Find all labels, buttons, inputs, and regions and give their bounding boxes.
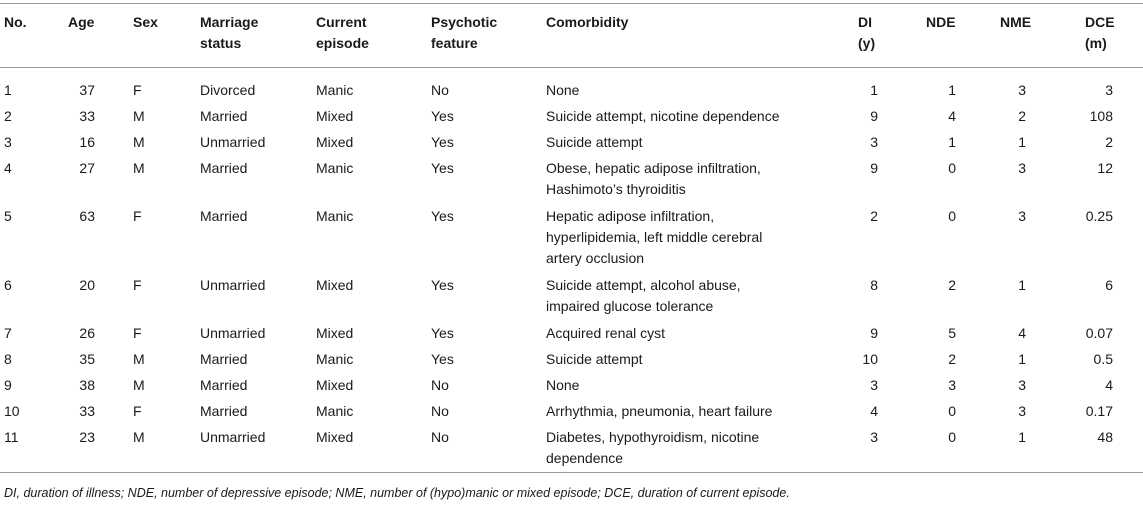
cell-di: 3 [870,377,878,393]
cell-nde: 4 [948,108,956,124]
cell-nde: 3 [948,377,956,393]
cell-nme: 3 [1018,82,1026,98]
cell-psychotic-feature: Yes [431,134,454,150]
comorbidity-line: Arrhythmia, pneumonia, heart failure [546,403,773,419]
cell-nde: 0 [948,208,956,224]
cell-psychotic-feature: Yes [431,208,454,224]
comorbidity-line: artery occlusion [546,250,645,266]
cell-current-episode: Mixed [316,325,354,341]
cell-di: 10 [862,351,878,367]
comorbidity-line: Hashimoto’s thyroiditis [546,181,686,197]
cell-psychotic-feature: Yes [431,325,454,341]
header-di: DI (y) [858,14,876,51]
cell-comorbidity [546,401,836,422]
cell-current-episode: Manic [316,403,354,419]
cell-di: 9 [870,325,878,341]
cell-sex: F [133,82,142,98]
cell-nme: 1 [1018,429,1026,445]
cell-psychotic-feature: Yes [431,351,454,367]
cell-sex: M [133,160,145,176]
cell-nme: 2 [1018,108,1026,124]
header-nme: NME [1000,14,1032,30]
cell-dce: 108 [1089,108,1113,124]
cell-dce: 6 [1105,277,1113,293]
cell-psychotic-feature: No [431,377,449,393]
cell-nde: 0 [948,429,956,445]
cell-psychotic-feature: No [431,82,449,98]
cell-dce: 4 [1105,377,1113,393]
cell-marriage-status: Married [200,160,248,176]
cell-current-episode: Mixed [316,134,354,150]
header-nde: NDE [926,14,956,30]
cell-dce: 3 [1105,82,1113,98]
cell-age: 63 [79,208,95,224]
cell-di: 3 [870,134,878,150]
comorbidity-line: hyperlipidemia, left middle cerebral [546,229,763,245]
header-marriage-status: Marriage status [200,14,259,51]
cell-dce: 0.5 [1093,351,1113,367]
cell-nde: 2 [948,277,956,293]
cell-psychotic-feature: No [431,403,449,419]
cell-current-episode: Manic [316,208,354,224]
cell-nme: 3 [1018,377,1026,393]
comorbidity-line: Acquired renal cyst [546,325,666,341]
header-no: No. [4,14,27,30]
header-current-episode: Current episode [316,14,369,51]
cell-marriage-status: Married [200,208,248,224]
cell-nde: 5 [948,325,956,341]
cell-nme: 1 [1018,134,1026,150]
cell-marriage-status: Unmarried [200,134,266,150]
cell-nde: 0 [948,160,956,176]
cell-comorbidity [546,206,836,269]
cell-sex: M [133,377,145,393]
cell-marriage-status: Married [200,377,248,393]
cell-age: 38 [79,377,95,393]
cell-marriage-status: Unmarried [200,277,266,293]
cell-dce: 0.17 [1085,403,1113,419]
comorbidity-line: impaired glucose tolerance [546,298,714,314]
cell-comorbidity [546,158,836,200]
cell-no: 11 [4,429,19,445]
cell-marriage-status: Married [200,351,248,367]
cell-di: 8 [870,277,878,293]
cell-marriage-status: Unmarried [200,429,266,445]
cell-age: 33 [79,108,95,124]
cell-di: 4 [870,403,878,419]
cell-di: 9 [870,160,878,176]
comorbidity-line: dependence [546,450,624,466]
cell-current-episode: Manic [316,82,354,98]
comorbidity-line: Suicide attempt, nicotine dependence [546,108,780,124]
comorbidity-line: None [546,82,580,98]
cell-age: 23 [79,429,95,445]
cell-comorbidity [546,80,836,101]
header-psychotic-feature: Psychotic feature [431,14,498,51]
cell-psychotic-feature: Yes [431,277,454,293]
cell-age: 27 [79,160,95,176]
cell-dce: 12 [1097,160,1113,176]
cell-no: 6 [4,277,12,293]
cell-marriage-status: Divorced [200,82,256,98]
cell-nde: 1 [948,134,956,150]
header-sex: Sex [133,14,158,30]
cell-no: 3 [4,134,12,150]
comorbidity-line: None [546,377,580,393]
table-top-rule [0,3,1143,4]
cell-dce: 2 [1105,134,1113,150]
cell-no: 9 [4,377,12,393]
cell-age: 33 [79,403,95,419]
cell-comorbidity [546,349,836,370]
cell-dce: 48 [1097,429,1113,445]
cell-di: 2 [870,208,878,224]
cell-comorbidity [546,323,836,344]
cell-nde: 0 [948,403,956,419]
cell-psychotic-feature: Yes [431,108,454,124]
cell-sex: F [133,208,142,224]
table-footnote: DI, duration of illness; NDE, number of depressive episode; NME, number of (hypo)manic or mixed episode; DCE, duration of current episode. [4,486,790,500]
cell-nde: 2 [948,351,956,367]
cell-current-episode: Mixed [316,377,354,393]
cell-dce: 0.25 [1085,208,1113,224]
cell-age: 37 [79,82,95,98]
cell-sex: F [133,277,142,293]
comorbidity-line: Suicide attempt [546,351,643,367]
cell-nme: 3 [1018,208,1026,224]
cell-nme: 3 [1018,403,1026,419]
cell-no: 10 [4,403,20,419]
cell-no: 2 [4,108,12,124]
cell-nme: 3 [1018,160,1026,176]
cell-comorbidity [546,106,836,127]
cell-marriage-status: Unmarried [200,325,266,341]
cell-current-episode: Manic [316,160,354,176]
cell-nme: 1 [1018,351,1026,367]
cell-nme: 4 [1018,325,1026,341]
comorbidity-line: Diabetes, hypothyroidism, nicotine [546,429,760,445]
comorbidity-line: Obese, hepatic adipose infiltration, [546,160,761,176]
cell-sex: F [133,325,142,341]
cell-age: 16 [79,134,95,150]
cell-marriage-status: Married [200,108,248,124]
cell-current-episode: Mixed [316,429,354,445]
header-comorbidity: Comorbidity [546,14,629,30]
cell-age: 20 [79,277,95,293]
cell-current-episode: Mixed [316,277,354,293]
cell-age: 35 [79,351,95,367]
cell-no: 8 [4,351,12,367]
cell-nde: 1 [948,82,956,98]
cell-di: 1 [870,82,878,98]
cell-current-episode: Mixed [316,108,354,124]
cell-current-episode: Manic [316,351,354,367]
cell-no: 7 [4,325,12,341]
cell-comorbidity [546,132,836,153]
cell-psychotic-feature: Yes [431,160,454,176]
cell-sex: F [133,403,142,419]
cell-comorbidity [546,275,836,317]
cell-dce: 0.07 [1085,325,1113,341]
cell-age: 26 [79,325,95,341]
cell-sex: M [133,429,145,445]
cell-marriage-status: Married [200,403,248,419]
cell-comorbidity [546,427,836,469]
cell-sex: M [133,134,145,150]
comorbidity-line: Suicide attempt, alcohol abuse, [546,277,741,293]
cell-di: 9 [870,108,878,124]
comorbidity-line: Hepatic adipose infiltration, [546,208,715,224]
table-bottom-rule [0,472,1143,473]
header-dce: DCE (m) [1085,14,1115,51]
cell-sex: M [133,108,145,124]
cell-sex: M [133,351,145,367]
cell-comorbidity [546,375,836,396]
cell-no: 5 [4,208,12,224]
header-age: Age [68,14,95,30]
comorbidity-line: Suicide attempt [546,134,643,150]
cell-nme: 1 [1018,277,1026,293]
cell-di: 3 [870,429,878,445]
table-header-rule [0,67,1143,68]
cell-no: 4 [4,160,12,176]
cell-no: 1 [4,82,12,98]
cell-psychotic-feature: No [431,429,449,445]
